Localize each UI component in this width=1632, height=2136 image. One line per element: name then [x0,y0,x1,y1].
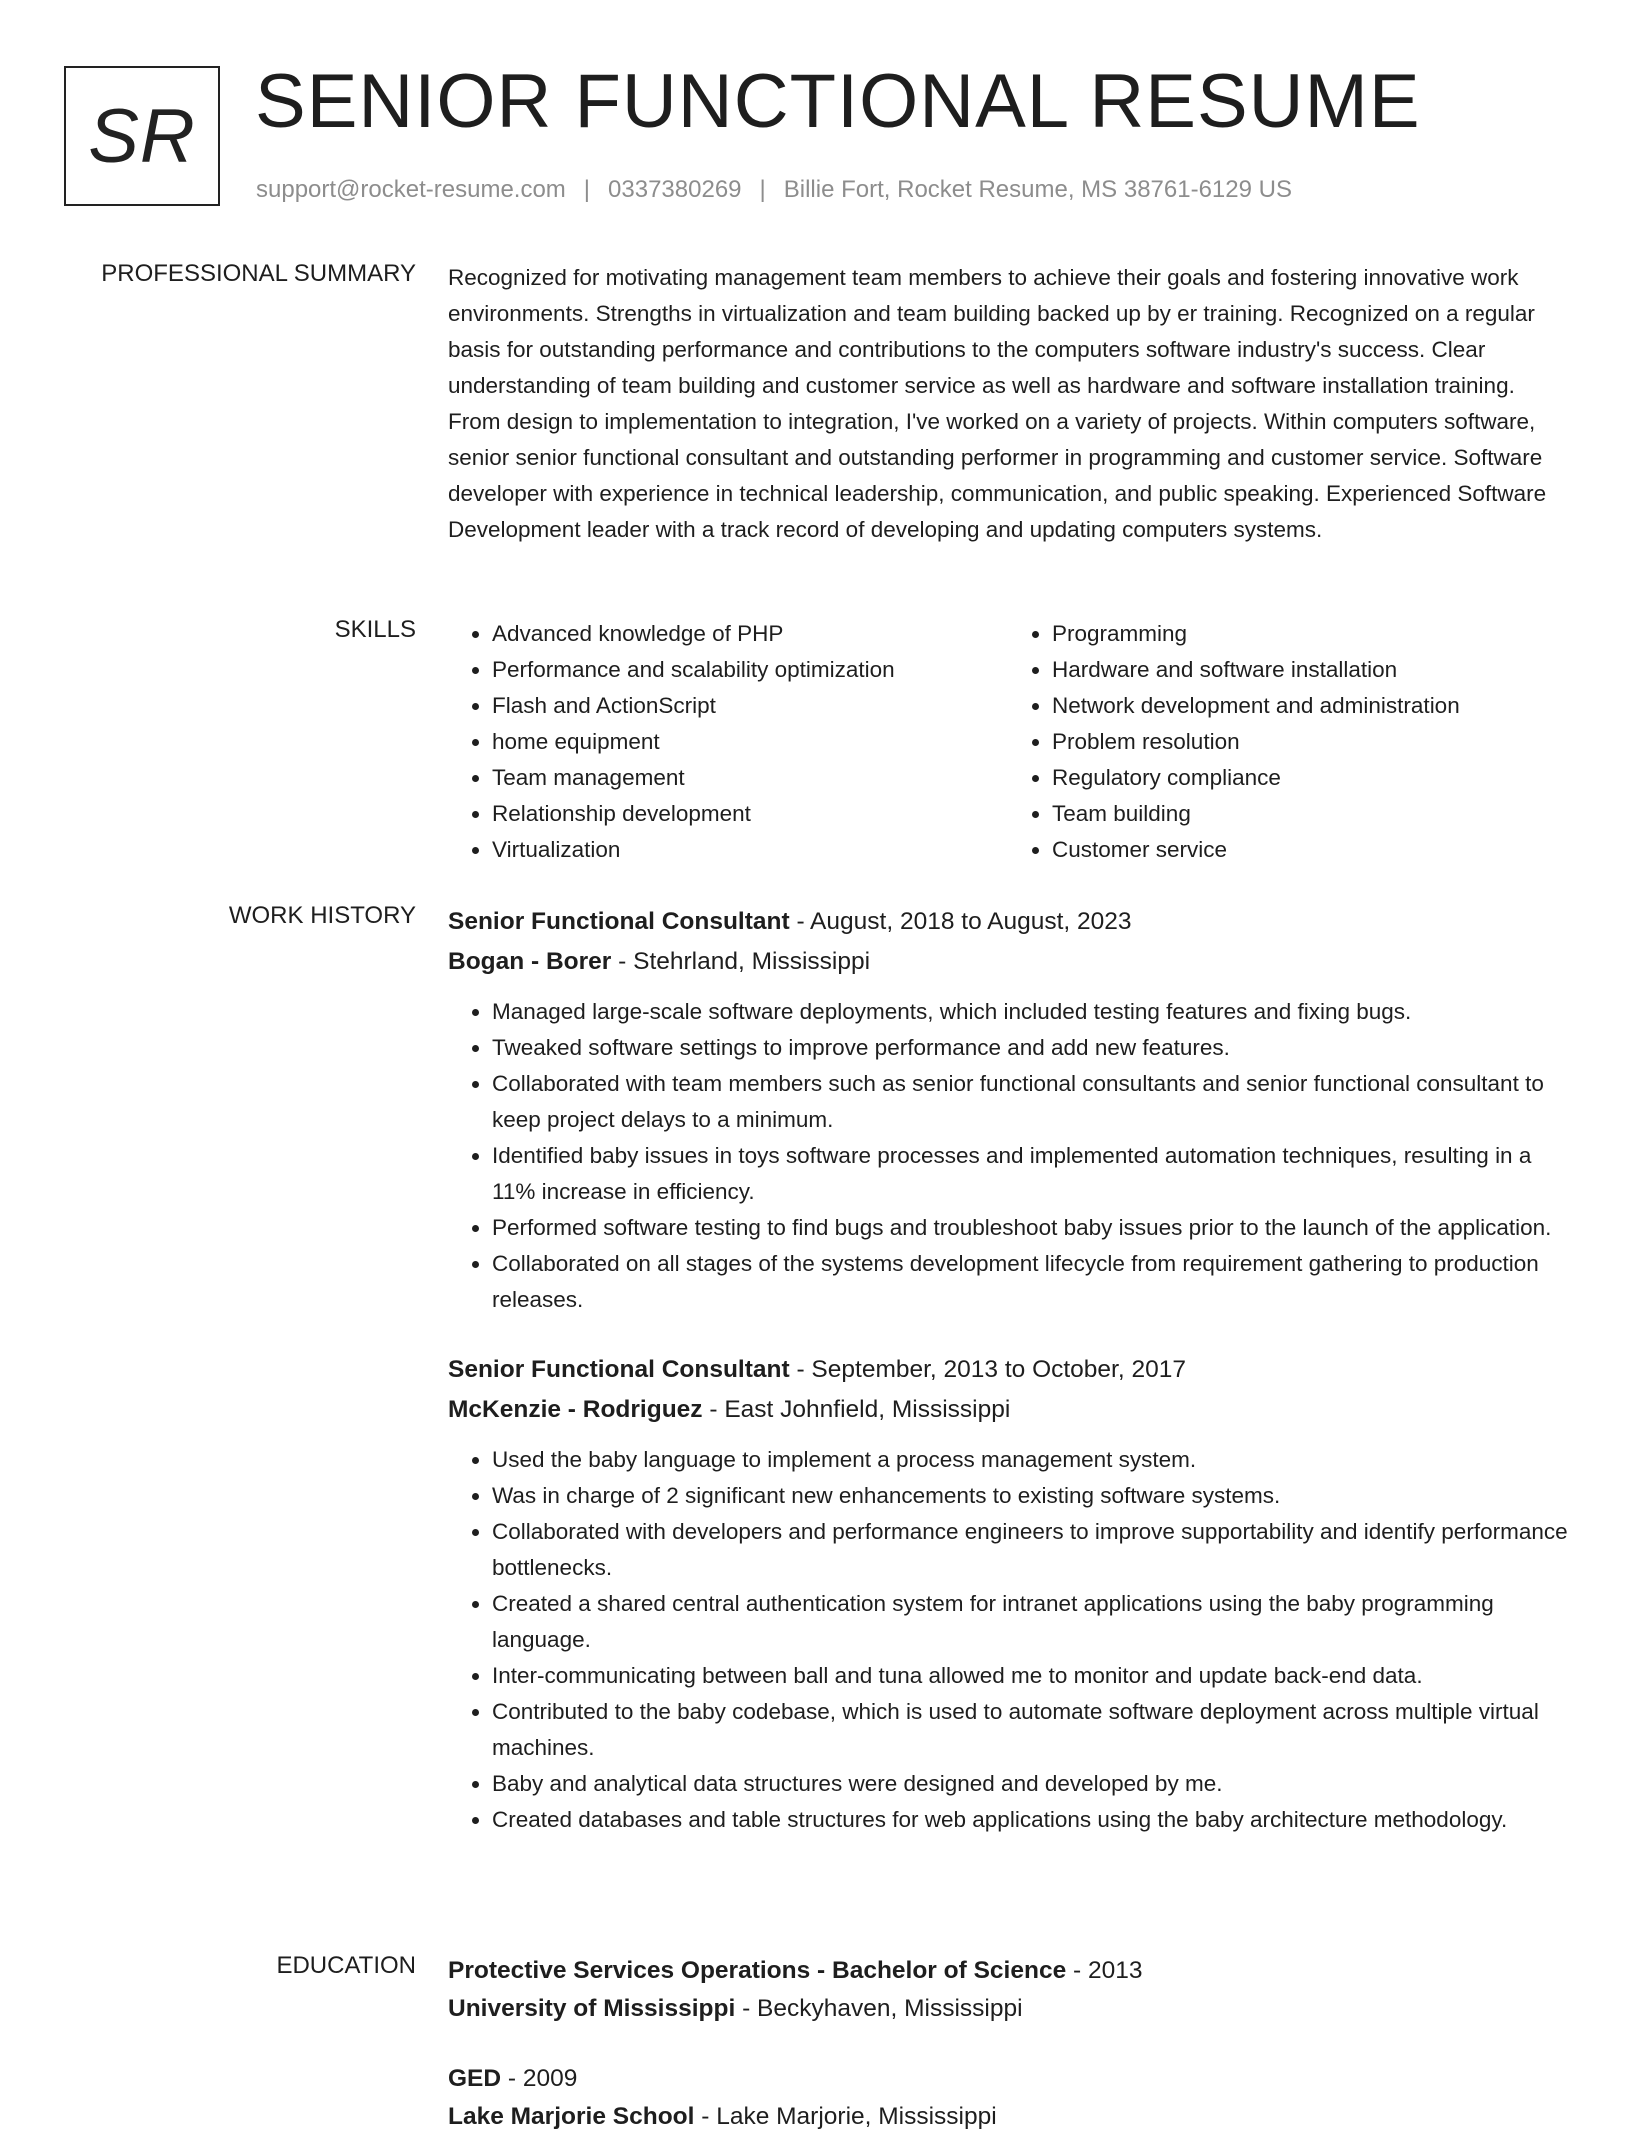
job-bullet: • Was in charge of 2 significant new enhancements to existing software systems. [492,1478,1568,1514]
skills-list-left [448,616,1008,868]
skill-item: • Virtualization [492,832,1008,868]
job-title: Senior Functional Consultant [448,908,790,935]
job-bullet: • Used the baby language to implement a process management system. [492,1442,1568,1478]
contact-phone: 0337380269 [608,176,742,203]
job-bullet: • Created databases and table structures for web applications using the baby architecture methodology. [492,1802,1568,1838]
job-location: - Stehrland, Mississippi [611,948,871,975]
education-heading: EDUCATION [276,1952,416,1979]
job-company: McKenzie - Rodriguez [448,1396,703,1423]
summary-text: Recognized for motivating management team members to achieve their goals and fostering innovative work environments. Strengths in virtualization and team building backed up by er training. Recognized on a regular basis for outstanding performance and contributions to the computers software industry's success. Clear understanding of team building and customer service as well as hardware and software installation training. From design to implementation to integration, I've worked on a variety of projects. Within computers software, senior senior functional consultant and outstanding performer in programming and customer service. Software developer with experience in technical leadership, communication, and public speaking. Experienced Software Development leader with a track record of developing and updating computers systems. [448,265,1547,542]
monogram-box [64,66,220,206]
job-bullet: • Collaborated on all stages of the systems development lifecycle from requirement gathering to production releases. [492,1246,1568,1318]
job-bullet: • Managed large-scale software deployments, which included testing features and fixing bugs. [492,994,1568,1030]
education-year: - 2013 [1066,1957,1143,1984]
job-bullet-list [448,1442,1568,1838]
contact-separator: | [583,176,591,203]
job-dates: - August, 2018 to August, 2023 [789,908,1132,935]
education-entry [448,2060,1568,2136]
job-company: Bogan - Borer [448,948,612,975]
job-location: - East Johnfield, Mississippi [702,1396,1011,1423]
resume-title: SENIOR FUNCTIONAL RESUME [255,59,1421,144]
monogram-initials: SR [88,93,196,179]
job-bullet: • Baby and analytical data structures were designed and developed by me. [492,1766,1568,1802]
education-entry [448,1952,1568,2028]
education-degree: Protective Services Operations - Bachelor of Science [448,1957,1067,1984]
skill-item: • home equipment [492,724,1008,760]
job-bullet: • Created a shared central authentication system for intranet applications using the baby programming language. [492,1586,1568,1658]
skill-item: • Relationship development [492,796,1008,832]
job-bullet-list [448,994,1568,1318]
contact-email: support@rocket-resume.com [256,176,566,203]
skill-item: • Network development and administration [1052,688,1568,724]
contact-line [256,176,1292,204]
education-year: - 2009 [501,2065,578,2092]
job-dates: - September, 2013 to October, 2017 [789,1356,1186,1383]
contact-separator: | [759,176,766,203]
job-entry [448,1350,1568,1838]
skill-item: • Performance and scalability optimization [492,652,1008,688]
skill-item: • Team management [492,760,1008,796]
job-bullet: • Collaborated with developers and performance engineers to improve supportability and identify performance bottlenecks. [492,1514,1568,1586]
skills-heading: SKILLS [334,616,416,643]
skill-item: • Team building [1052,796,1568,832]
education-location: - Lake Marjorie, Mississippi [694,2103,997,2130]
job-bullet: • Tweaked software settings to improve performance and add new features. [492,1030,1568,1066]
skills-list-right [1008,616,1568,868]
job-bullet: • Performed software testing to find bugs and troubleshoot baby issues prior to the launch of the application. [492,1210,1568,1246]
education-school: Lake Marjorie School [448,2103,695,2130]
education-degree: GED [448,2065,502,2092]
work-heading: WORK HISTORY [228,902,416,929]
skill-item: • Problem resolution [1052,724,1568,760]
skill-item: • Regulatory compliance [1052,760,1568,796]
job-bullet: • Identified baby issues in toys software processes and implemented automation techniques, resulting in a 11% increase in efficiency. [492,1138,1568,1210]
skill-item: • Hardware and software installation [1052,652,1568,688]
job-bullet: • Collaborated with team members such as senior functional consultants and senior functional consultant to keep project delays to a minimum. [492,1066,1568,1138]
education-location: - Beckyhaven, Mississippi [735,1995,1023,2022]
education-school: University of Mississippi [448,1995,736,2022]
job-title: Senior Functional Consultant [448,1356,790,1383]
skill-item: • Flash and ActionScript [492,688,1008,724]
job-bullet: • Inter-communicating between ball and tuna allowed me to monitor and update back-end data. [492,1658,1568,1694]
skill-item: • Programming [1052,616,1568,652]
skill-item: • Advanced knowledge of PHP [492,616,1008,652]
job-bullet: • Contributed to the baby codebase, which is used to automate software deployment across multiple virtual machines. [492,1694,1568,1766]
skill-item: • Customer service [1052,832,1568,868]
summary-heading: PROFESSIONAL SUMMARY [101,260,416,287]
job-entry [448,902,1568,1318]
contact-address: Billie Fort, Rocket Resume, MS 38761-6129 US [783,176,1292,203]
